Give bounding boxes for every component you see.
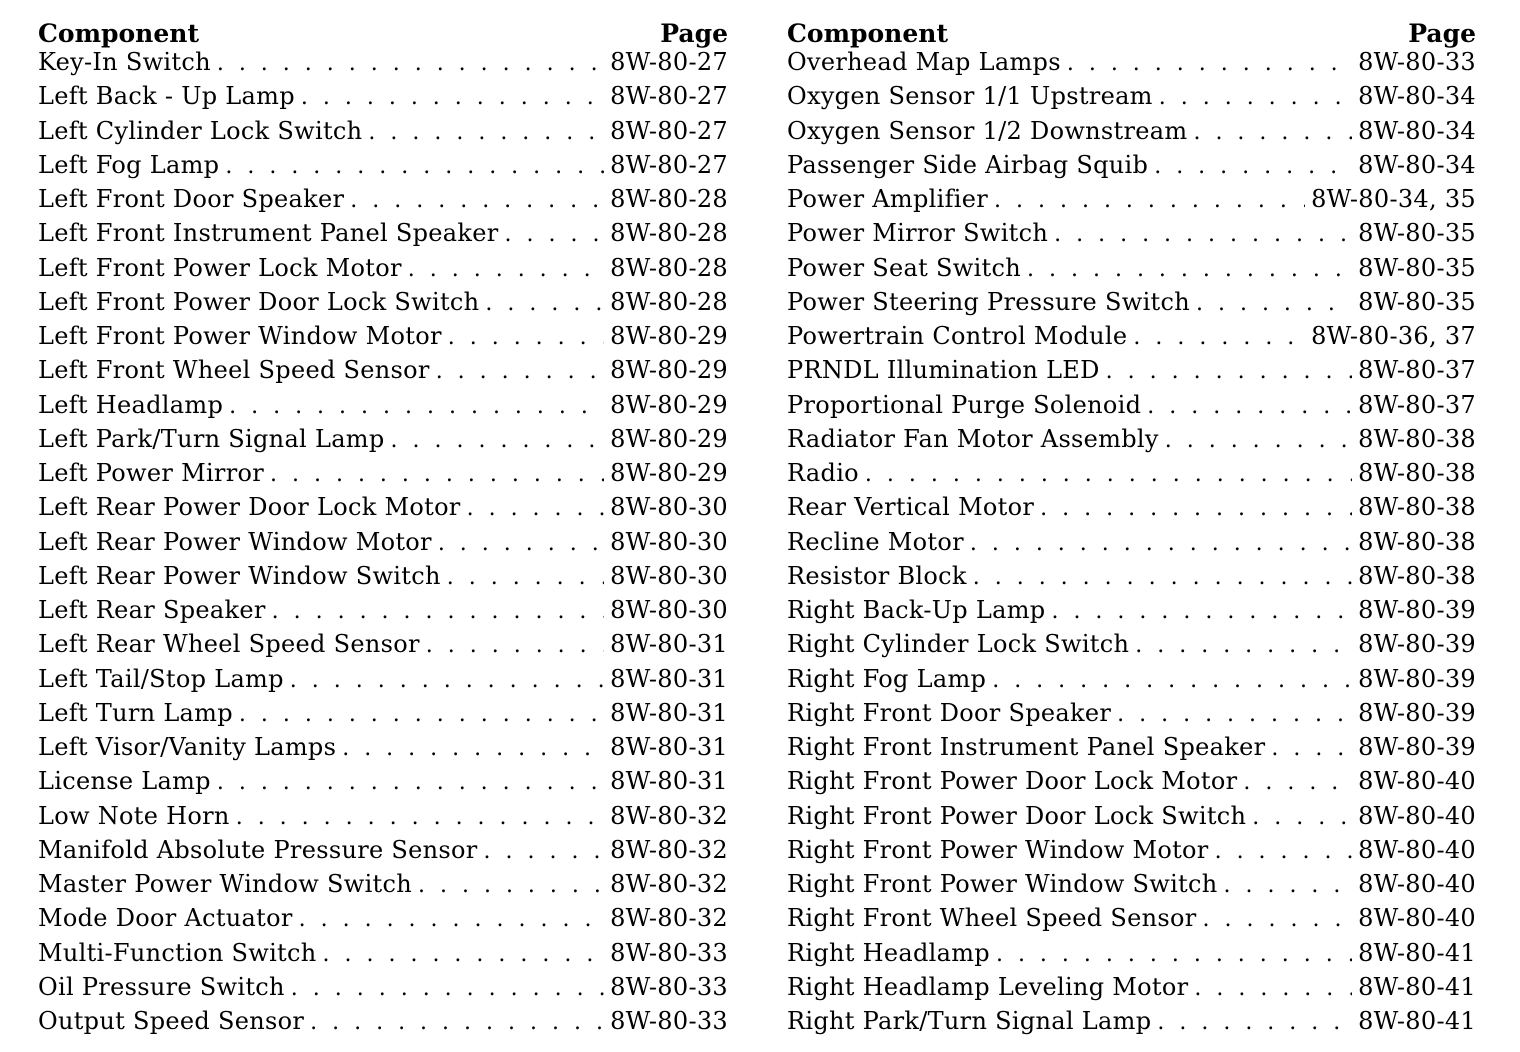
dot-leader	[368, 120, 604, 145]
component-name: Low Note Horn	[38, 801, 230, 830]
component-row	[38, 528, 728, 562]
dot-leader	[1243, 770, 1352, 795]
component-name: Right Fog Lamp	[787, 664, 987, 693]
dot-leader	[272, 599, 604, 624]
component-name: Power Amplifier	[787, 185, 989, 213]
component-name: Oxygen Sensor 1/1 Upstream	[787, 82, 1153, 111]
dot-leader	[505, 222, 605, 247]
dot-leader	[865, 462, 1352, 487]
component-row	[787, 699, 1476, 733]
component-row	[787, 665, 1476, 699]
component-name: Output Speed Sensor	[38, 1007, 305, 1035]
dot-leader	[1106, 359, 1352, 384]
page-reference: 8W-80-40	[1358, 767, 1476, 796]
component-row	[38, 870, 728, 904]
component-row	[38, 425, 728, 459]
component-row	[787, 254, 1476, 288]
component-row	[787, 459, 1476, 493]
component-row	[787, 870, 1476, 904]
component-row	[787, 939, 1476, 973]
component-heading: Component	[787, 19, 948, 48]
component-row	[38, 493, 728, 527]
dot-leader	[270, 462, 604, 487]
component-name: Proportional Purge Solenoid	[787, 390, 1142, 419]
component-name: Right Back-Up Lamp	[787, 596, 1046, 624]
component-name: Power Seat Switch	[787, 253, 1022, 282]
component-name: Right Front Power Window Switch	[787, 870, 1218, 898]
page-reference: 8W-80-40	[1358, 801, 1476, 830]
component-row	[787, 151, 1476, 185]
page-reference: 8W-80-35	[1358, 253, 1476, 282]
component-name: Left Fog Lamp	[38, 150, 220, 179]
component-row	[38, 151, 728, 185]
dot-leader	[485, 291, 604, 316]
dot-leader	[438, 531, 604, 556]
component-name: Mode Door Actuator	[38, 904, 293, 933]
dot-leader	[310, 1010, 604, 1035]
component-row	[787, 288, 1476, 322]
page-reference: 8W-80-40	[1358, 835, 1476, 864]
component-name: Left Front Door Speaker	[38, 185, 345, 213]
component-row	[787, 973, 1476, 1007]
component-row	[38, 288, 728, 322]
component-name: Power Steering Pressure Switch	[787, 287, 1190, 316]
page-reference: 8W-80-30	[610, 596, 728, 624]
component-row	[787, 493, 1476, 527]
component-row	[38, 254, 728, 288]
dot-leader	[1203, 907, 1353, 932]
component-row	[787, 185, 1476, 219]
right-column-header	[787, 10, 1476, 48]
page-reference: 8W-80-32	[610, 870, 728, 898]
dot-leader	[1051, 599, 1352, 624]
component-name: Oil Pressure Switch	[38, 972, 285, 1001]
page-reference: 8W-80-34	[1358, 150, 1476, 179]
component-row	[787, 767, 1476, 801]
page-reference: 8W-80-30	[610, 561, 728, 590]
component-row	[38, 185, 728, 219]
page-reference: 8W-80-28	[610, 185, 728, 213]
dot-leader	[323, 942, 605, 967]
component-name: Left Visor/Vanity Lamps	[38, 733, 337, 761]
page-reference: 8W-80-28	[610, 287, 728, 316]
component-row	[38, 973, 728, 1007]
component-name: Left Rear Power Window Switch	[38, 561, 441, 590]
page-reference: 8W-80-29	[610, 322, 728, 350]
component-name: Left Front Power Window Motor	[38, 322, 442, 350]
page-reference: 8W-80-40	[1358, 870, 1476, 898]
page-reference: 8W-80-27	[610, 82, 728, 111]
dot-leader	[994, 188, 1305, 213]
page-reference: 8W-80-41	[1358, 938, 1476, 967]
page-reference: 8W-80-34	[1358, 116, 1476, 145]
component-name: Overhead Map Lamps	[787, 48, 1061, 76]
page-reference: 8W-80-41	[1358, 972, 1476, 1001]
page-reference: 8W-80-39	[1358, 698, 1476, 727]
component-name: Left Park/Turn Signal Lamp	[38, 424, 385, 453]
component-row	[787, 630, 1476, 664]
component-name: Manifold Absolute Pressure Sensor	[38, 835, 478, 864]
component-name: PRNDL Illumination LED	[787, 356, 1100, 385]
dot-leader	[1135, 633, 1352, 658]
page-reference: 8W-80-31	[610, 767, 728, 796]
page-reference: 8W-80-38	[1358, 527, 1476, 556]
dot-leader	[217, 51, 604, 76]
component-row	[787, 48, 1476, 82]
page-reference: 8W-80-29	[610, 424, 728, 453]
component-name: Recline Motor	[787, 527, 964, 556]
component-name: Resistor Block	[787, 561, 967, 590]
component-row	[38, 322, 728, 356]
component-name: Right Headlamp Leveling Motor	[787, 972, 1189, 1001]
dot-leader	[1165, 428, 1352, 453]
component-row	[787, 219, 1476, 253]
page-reference: 8W-80-30	[610, 527, 728, 556]
page-heading: Page	[660, 19, 728, 48]
component-name: Left Rear Wheel Speed Sensor	[38, 630, 420, 659]
page-reference: 8W-80-33	[610, 972, 728, 1001]
dot-leader	[350, 188, 604, 213]
component-name: Left Rear Speaker	[38, 596, 266, 624]
dot-leader	[1147, 394, 1352, 419]
component-row	[38, 665, 728, 699]
component-row	[787, 1007, 1476, 1041]
page-reference: 8W-80-32	[610, 904, 728, 933]
page-reference: 8W-80-31	[610, 698, 728, 727]
component-name: Oxygen Sensor 1/2 Downstream	[787, 116, 1188, 145]
page-reference: 8W-80-41	[1358, 1007, 1476, 1035]
page-reference: 8W-80-33	[610, 938, 728, 967]
component-name: Right Front Power Window Motor	[787, 835, 1209, 864]
component-name: Left Tail/Stop Lamp	[38, 664, 284, 693]
dot-leader	[447, 565, 604, 590]
dot-leader	[1040, 496, 1352, 521]
dot-leader	[1157, 1010, 1352, 1035]
dot-leader	[973, 565, 1352, 590]
component-name: Left Rear Power Door Lock Motor	[38, 493, 461, 522]
page-reference: 8W-80-36, 37	[1311, 322, 1476, 350]
component-name: Right Front Power Door Lock Switch	[787, 801, 1247, 830]
component-row	[38, 459, 728, 493]
component-row	[38, 733, 728, 767]
right-component-list	[787, 48, 1476, 1041]
component-name: Right Headlamp	[787, 938, 990, 967]
component-name: Left Rear Power Window Motor	[38, 527, 432, 556]
page-reference: 8W-80-35	[1358, 287, 1476, 316]
page-reference: 8W-80-32	[610, 835, 728, 864]
dot-leader	[1215, 839, 1353, 864]
component-row	[38, 391, 728, 425]
component-row	[38, 802, 728, 836]
component-name: Powertrain Control Module	[787, 322, 1128, 350]
dot-leader	[1223, 873, 1352, 898]
dot-leader	[1154, 154, 1352, 179]
dot-leader	[484, 839, 605, 864]
dot-leader	[1067, 51, 1352, 76]
page-reference: 8W-80-31	[610, 664, 728, 693]
dot-leader	[992, 668, 1352, 693]
component-row	[38, 82, 728, 116]
page-reference: 8W-80-38	[1358, 493, 1476, 522]
page-reference: 8W-80-28	[610, 253, 728, 282]
component-name: Left Front Power Door Lock Switch	[38, 287, 480, 316]
dot-leader	[1252, 805, 1352, 830]
component-row	[38, 356, 728, 390]
dot-leader	[225, 154, 604, 179]
component-row	[787, 425, 1476, 459]
page-reference: 8W-80-27	[610, 150, 728, 179]
dot-leader	[408, 257, 604, 282]
component-row	[38, 939, 728, 973]
component-name: Key-In Switch	[38, 48, 211, 76]
component-name: Rear Vertical Motor	[787, 493, 1035, 522]
component-name: Left Back - Up Lamp	[38, 82, 295, 111]
component-name: Left Turn Lamp	[38, 698, 233, 727]
dot-leader	[1054, 222, 1352, 247]
dot-leader	[1194, 976, 1352, 1001]
page-reference: 8W-80-38	[1358, 561, 1476, 590]
component-row	[38, 562, 728, 596]
dot-leader	[236, 805, 604, 830]
dot-leader	[342, 736, 604, 761]
dot-leader	[1271, 736, 1352, 761]
dot-leader	[291, 976, 604, 1001]
component-row	[787, 82, 1476, 116]
component-row	[38, 117, 728, 151]
page-reference: 8W-80-34	[1358, 82, 1476, 111]
component-name: Right Front Instrument Panel Speaker	[787, 733, 1266, 761]
component-row	[38, 219, 728, 253]
dot-leader	[1027, 257, 1352, 282]
component-row	[787, 322, 1476, 356]
left-column	[38, 10, 728, 1041]
left-component-list	[38, 48, 728, 1041]
dot-leader	[448, 325, 604, 350]
component-name: Master Power Window Switch	[38, 870, 412, 898]
component-row	[787, 802, 1476, 836]
page-reference: 8W-80-31	[610, 630, 728, 659]
dot-leader	[290, 668, 604, 693]
page-reference: 8W-80-39	[1358, 664, 1476, 693]
dot-leader	[229, 394, 604, 419]
page-reference: 8W-80-39	[1358, 630, 1476, 659]
component-row	[38, 48, 728, 82]
page-heading: Page	[1408, 19, 1476, 48]
component-name: Power Mirror Switch	[787, 219, 1049, 248]
component-name: Right Front Door Speaker	[787, 698, 1112, 727]
component-name: Left Headlamp	[38, 390, 224, 419]
component-row	[787, 356, 1476, 390]
component-name: Right Park/Turn Signal Lamp	[787, 1007, 1152, 1035]
component-name: Left Power Mirror	[38, 459, 264, 487]
component-row	[787, 596, 1476, 630]
dot-leader	[970, 531, 1352, 556]
page-reference: 8W-80-34, 35	[1311, 185, 1476, 213]
page-reference: 8W-80-35	[1358, 219, 1476, 248]
component-name: Right Cylinder Lock Switch	[787, 630, 1130, 659]
page-reference: 8W-80-32	[610, 801, 728, 830]
page-reference: 8W-80-38	[1358, 459, 1476, 487]
component-row	[787, 117, 1476, 151]
component-name: Radio	[787, 459, 859, 487]
component-row	[38, 1007, 728, 1041]
component-row	[787, 836, 1476, 870]
component-name: Passenger Side Airbag Squib	[787, 150, 1149, 179]
component-row	[38, 630, 728, 664]
dot-leader	[996, 942, 1352, 967]
component-name: Left Front Wheel Speed Sensor	[38, 356, 430, 385]
component-row	[787, 733, 1476, 767]
page-reference: 8W-80-33	[610, 1007, 728, 1035]
component-row	[38, 699, 728, 733]
page-reference: 8W-80-29	[610, 356, 728, 385]
page-reference: 8W-80-27	[610, 116, 728, 145]
dot-leader	[239, 702, 604, 727]
left-column-header	[38, 10, 728, 48]
component-heading: Component	[38, 19, 199, 48]
dot-leader	[1117, 702, 1352, 727]
page-reference: 8W-80-30	[610, 493, 728, 522]
component-row	[787, 904, 1476, 938]
page-reference: 8W-80-39	[1358, 733, 1476, 761]
dot-leader	[1196, 291, 1352, 316]
page-reference: 8W-80-31	[610, 733, 728, 761]
dot-leader	[436, 359, 604, 384]
component-name: Left Cylinder Lock Switch	[38, 116, 363, 145]
right-column	[787, 10, 1476, 1041]
component-name: License Lamp	[38, 767, 211, 796]
component-row	[787, 562, 1476, 596]
page-reference: 8W-80-29	[610, 390, 728, 419]
page-reference: 8W-80-37	[1358, 356, 1476, 385]
dot-leader	[1193, 120, 1352, 145]
component-name: Right Front Power Door Lock Motor	[787, 767, 1238, 796]
page-reference: 8W-80-40	[1358, 904, 1476, 933]
dot-leader	[217, 770, 604, 795]
page-reference: 8W-80-27	[610, 48, 728, 76]
page-reference: 8W-80-28	[610, 219, 728, 248]
dot-leader	[391, 428, 605, 453]
component-row	[38, 904, 728, 938]
dot-leader	[299, 907, 604, 932]
page-reference: 8W-80-33	[1358, 48, 1476, 76]
dot-leader	[426, 633, 604, 658]
component-row	[38, 836, 728, 870]
dot-leader	[467, 496, 605, 521]
component-name: Right Front Wheel Speed Sensor	[787, 904, 1197, 933]
dot-leader	[1133, 325, 1305, 350]
component-row	[38, 596, 728, 630]
page-reference: 8W-80-29	[610, 459, 728, 487]
page-reference: 8W-80-39	[1358, 596, 1476, 624]
component-row	[38, 767, 728, 801]
dot-leader	[301, 85, 604, 110]
component-name: Multi-Function Switch	[38, 938, 317, 967]
component-name: Radiator Fan Motor Assembly	[787, 424, 1159, 453]
dot-leader	[418, 873, 604, 898]
component-row	[787, 528, 1476, 562]
page-reference: 8W-80-38	[1358, 424, 1476, 453]
component-name: Left Front Instrument Panel Speaker	[38, 219, 499, 248]
page-reference: 8W-80-37	[1358, 390, 1476, 419]
dot-leader	[1159, 85, 1352, 110]
component-name: Left Front Power Lock Motor	[38, 253, 402, 282]
component-row	[787, 391, 1476, 425]
